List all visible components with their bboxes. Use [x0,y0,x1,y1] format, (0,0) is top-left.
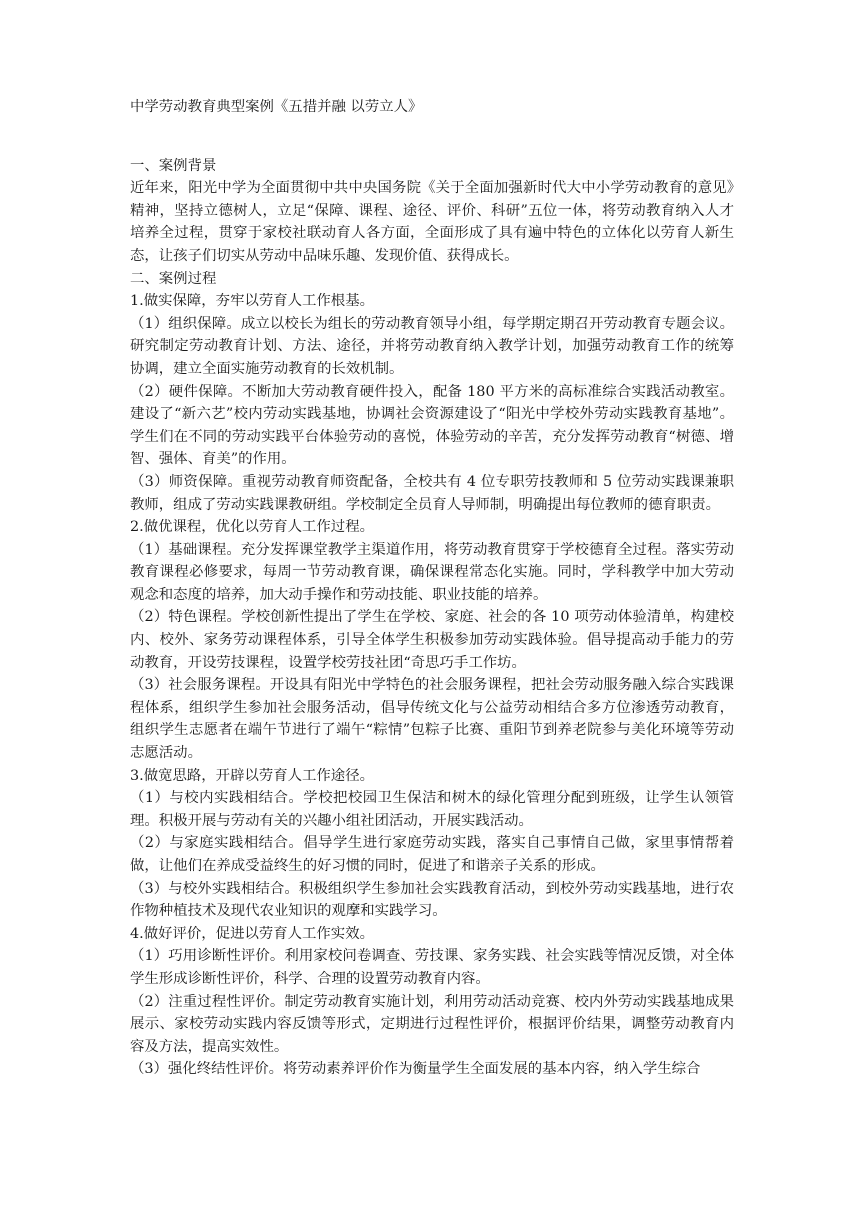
numbered-item: （1）巧用诊断性评价。利用家校问卷调查、劳技课、家务实践、社会实践等情况反馈，对全体学生形成诊断性评价，科学、合理的设置劳动教育内容。 [130,948,734,987]
numbered-item: （2）与家庭实践相结合。倡导学生进行家庭劳动实践，落实自己事情自己做，家里事情帮着做，让他们在养成受益终生的好习惯的同时，促进了和谐亲子关系的形成。 [130,835,734,874]
section-heading: 一、案例背景 [130,157,217,174]
document-title: 中学劳动教育典型案例《五措并融 以劳立人》 [130,99,423,115]
subsection-heading: 4.做好评价，促进以劳育人工作实效。 [130,925,374,942]
numbered-item: （1）基础课程。充分发挥课堂教学主渠道作用，将劳动教育贯穿于学校德育全过程。落实劳动教育课程必修要求，每周一节劳动教育课，确保课程常态化实施。同时，学科教学中加大劳动观念和态度的培养，加大动手操作和劳动技能、职业技能的培养。 [130,541,734,603]
numbered-item: （3）与校外实践相结合。积极组织学生参加社会实践教育活动，到校外劳动实践基地，进行农作物种植技术及现代农业知识的观摩和实践学习。 [130,880,734,920]
numbered-item: （1）组织保障。成立以校长为组长的劳动教育领导小组，每学期定期召开劳动教育专题会议。研究制定劳动教育计划、方法、途径，并将劳动教育纳入教学计划，加强劳动教育工作的统筹协调，建立全面实施劳动教育的长效机制。 [130,315,734,377]
numbered-item: （3）师资保障。重视劳动教育师资配备，全校共有 4 位专职劳技教师和 5 位劳动实践课兼职教师，组成了劳动实践课教研组。学校制定全员育人导师制，明确提出每位教师的德育职责。 [130,473,734,513]
subsection-heading: 2.做优课程，优化以劳育人工作过程。 [130,519,374,536]
document-page [130,96,734,1081]
numbered-item: （1）与校内实践相结合。学校把校园卫生保洁和树木的绿化管理分配到班级，让学生认领管理。积极开展与劳动有关的兴趣小组社团活动，开展实践活动。 [130,790,734,829]
numbered-item: （2）注重过程性评价。制定劳动教育实施计划，利用劳动活动竞赛、校内外劳动实践基地成果展示、家校劳动实践内容反馈等形式，定期进行过程性评价，根据评价结果，调整劳动教育内容及方法，提高实效性。 [130,993,734,1055]
numbered-item: （2）硬件保障。不断加大劳动教育硬件投入，配备 180 平方米的高标准综合实践活动教室。建设了“新六艺”校内劳动实践基地，协调社会资源建设了“阳光中学校外劳动实践教育基地”。学生们在不同的劳动实践平台体验劳动的喜悦，体验劳动的辛苦，充分发挥劳动教育“树德、增智、强体、育美”的作用。 [130,383,734,468]
document-body [130,155,734,1081]
subsection-heading: 1.做实保障，夯牢以劳育人工作根基。 [130,293,374,310]
numbered-item: （2）特色课程。学校创新性提出了学生在学校、家庭、社会的各 10 项劳动体验清单，构建校内、校外、家务劳动课程体系，引导全体学生积极参加劳动实践体验。倡导提高动手能力的劳动教育，开设劳技课程，设置学校劳技社团“奇思巧手工作坊。 [130,609,734,671]
subsection-heading: 3.做宽思路，开辟以劳育人工作途径。 [130,767,374,784]
body-paragraph: 近年来，阳光中学为全面贯彻中共中央国务院《关于全面加强新时代大中小学劳动教育的意见》精神，坚持立德树人，立足“保障、课程、途径、评价、科研”五位一体，将劳动教育纳入人才培养全过程，贯穿于家校社联动育人各方面，全面形成了具有遍中特色的立体化以劳育人新生态，让孩子们切实从劳动中品味乐趣、发现价值、获得成长。 [130,180,734,264]
numbered-item: （3）社会服务课程。开设具有阳光中学特色的社会服务课程，把社会劳动服务融入综合实践课程体系，组织学生参加社会服务活动，倡导传统文化与公益劳动相结合多方位渗透劳动教育，组织学生志愿者在端午节进行了端午“粽情”包粽子比赛、重阳节到养老院参与美化环境等劳动志愿活动。 [130,677,734,762]
title-spacer [130,119,734,155]
section-heading: 二、案例过程 [130,270,217,287]
numbered-item: （3）强化终结性评价。将劳动素养评价作为衡量学生全面发展的基本内容，纳入学生综合 [130,1061,701,1078]
